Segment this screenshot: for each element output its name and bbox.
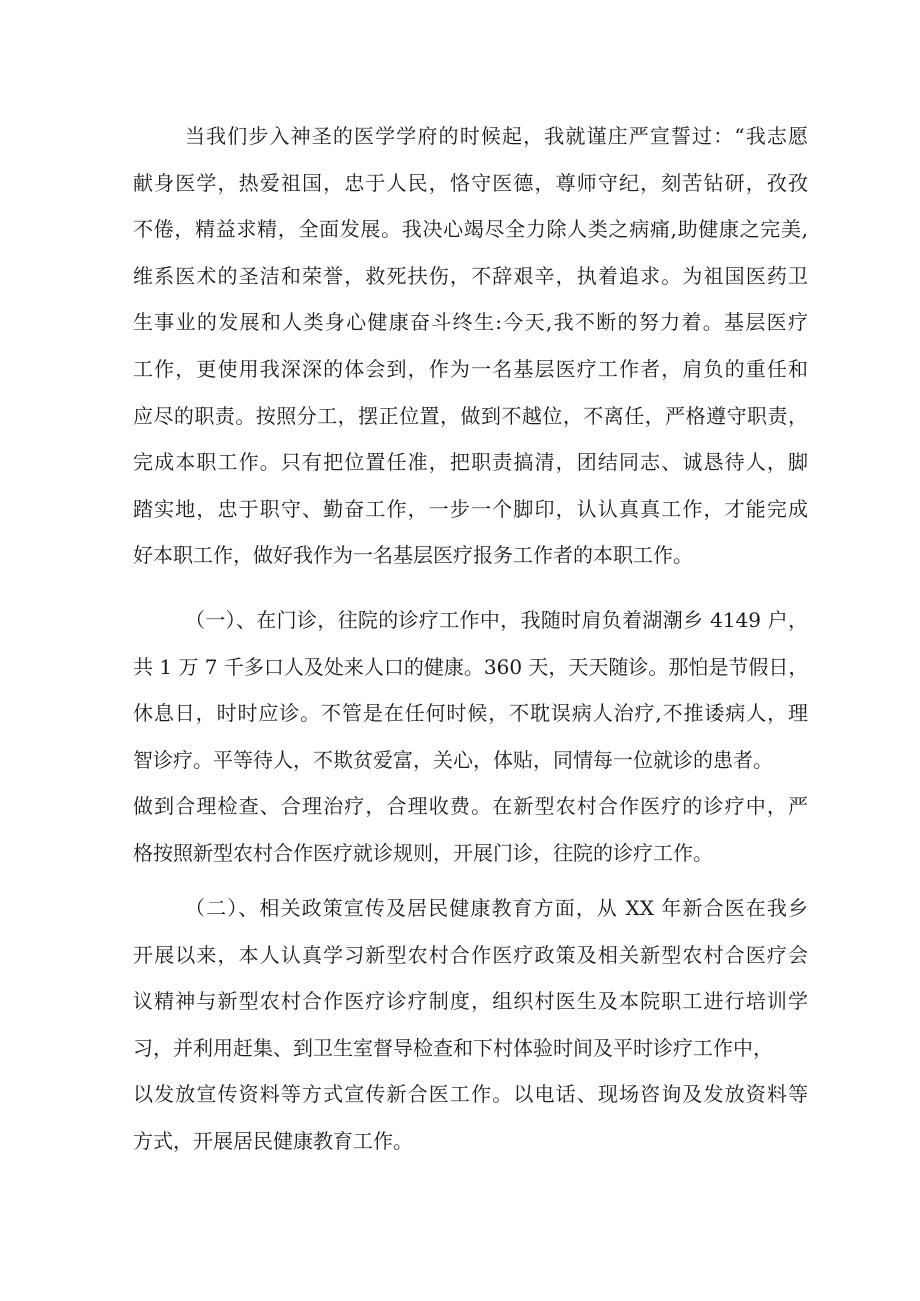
paragraph-outpatient [133, 597, 808, 877]
text-line: 做到合理检查、合理治疗，合理收费。在新型农村合作医疗的诊疗中，严 [133, 794, 808, 819]
text-line: 不倦，精益求精，全面发展。我决心竭尽全力除人类之病痛,助健康之完美, [133, 217, 808, 242]
text-line: 休息日，时时应诊。不管是在任何时候，不耽误病人治疗,不推诿病人，理 [133, 701, 808, 726]
text-line: 献身医学，热爱祖国，忠于人民，恪守医德，尊师守纪，刻苦钻研，孜孜 [133, 170, 808, 195]
text-line: 开展以来，本人认真学习新型农村合作医疗政策及相关新型农村合医疗会 [133, 942, 808, 967]
text-line: 方式，开展居民健康教育工作。 [133, 1128, 413, 1153]
paragraph-policy-education [133, 885, 808, 1165]
text-line: 生事业的发展和人类身心健康奋斗终生:今天,我不断的努力着。基层医疗 [133, 310, 808, 335]
text-line: 维系医术的圣洁和荣誉，救死扶伤，不辞艰辛，执着追求。为祖国医药卫 [133, 263, 808, 288]
paragraph-oath [133, 113, 808, 579]
text-line: （一）、在门诊，往院的诊疗工作中，我随时肩负着湖潮乡 4149 户， [185, 608, 808, 632]
text-line: 智诊疗。平等待人，不欺贫爱富，关心，体贴，同情每一位就诊的患者。 [133, 747, 773, 772]
text-line: 应尽的职责。按照分工，摆正位置，做到不越位，不离任，严格遵守职责， [133, 403, 808, 428]
text-line: 工作，更使用我深深的体会到，作为一名基层医疗工作者，肩负的重任和 [133, 356, 808, 381]
text-line: 共 1 万 7 千多口人及处来人口的健康。360 天，天天随诊。那怕是节假日， [133, 654, 809, 679]
text-line: 当我们步入神圣的医学学府的时候起，我就谨庄严宣誓过：“我志愿 [185, 124, 808, 148]
text-line: （二）、相关政策宣传及居民健康教育方面，从 XX 年新合医在我乡 [185, 896, 808, 920]
text-line: 踏实地，忠于职守、勤奋工作，一步一个脚印，认认真真工作，才能完成 [133, 496, 808, 521]
text-line: 好本职工作，做好我作为一名基层医疗报务工作者的本职工作。 [133, 543, 693, 568]
text-line: 以发放宣传资料等方式宣传新合医工作。以电话、现场咨询及发放资料等 [133, 1082, 808, 1107]
text-line: 习，并利用赶集、到卫生室督导检查和下村体验时间及平时诊疗工作中， [133, 1035, 773, 1060]
text-line: 议精神与新型农村合作医疗诊疗制度，组织村医生及本院职工进行培训学 [133, 989, 808, 1014]
text-line: 格按照新型农村合作医疗就诊规则，开展门诊，往院的诊疗工作。 [133, 840, 713, 865]
text-line: 完成本职工作。只有把位置任准，把职责搞清，团结同志、诚恳待人，脚 [133, 450, 808, 475]
